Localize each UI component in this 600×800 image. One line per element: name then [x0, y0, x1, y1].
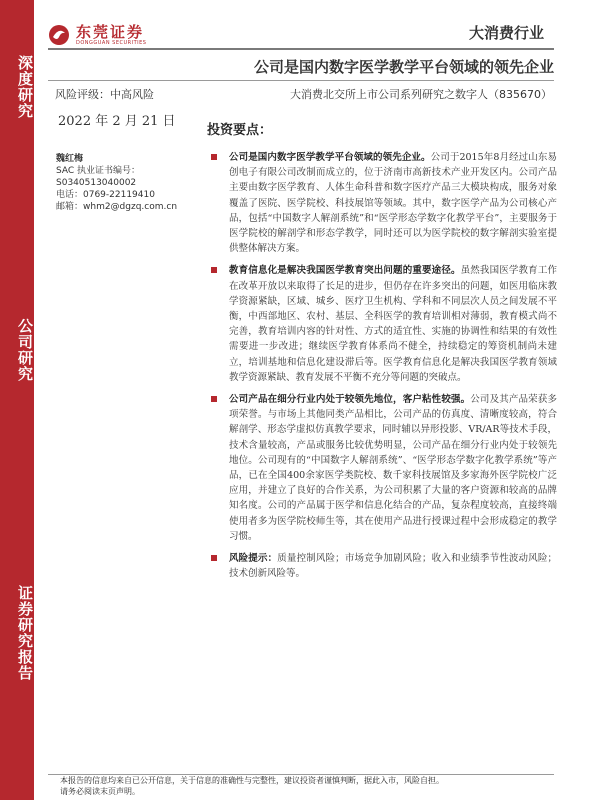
disclaimer-line: 本报告的信息均来自已公开信息，关于信息的准确性与完整性，建议投资者谨慎判断，据此入市，风险自担。	[60, 776, 444, 785]
point-lead: 公司产品在细分行业内处于较领先地位，客户粘性较强。	[229, 394, 471, 406]
logo-text-en: DONGGUAN SECURITIES	[76, 39, 147, 46]
risk-rating: 风险评级：中高风险	[55, 88, 154, 101]
author-name: 魏红梅	[56, 154, 84, 164]
investment-point	[203, 392, 557, 544]
sidebar	[0, 0, 34, 800]
author-email: 邮箱：whm2@dgzq.com.cn	[56, 202, 178, 212]
point-text: 虽然我国医学教育工作在改革开放以来取得了长足的进步，但仍存在许多突出的问题，如医用临床教学资源紧缺，区域、城乡、医疗卫生机构、学科和不同层次人员之间发展不平衡，中西部地区、农村、基层、全科医学的教育培训相对薄弱，教育模式尚不完善，教育培训内容的针对性、方式的适宜性、实施的协调性和结果的有效性需要进一步改进；继续医学教育体系尚不健全，持续稳定的筹资机制尚未建立，培训基地和信息化建设滞后等。医学教育信息化是解决我国医学教育领域教学资源紧缺、教育发展不平衡不充分等问题的突破点。	[229, 265, 557, 383]
point-text: 质量控制风险；市场竞争加剧风险；收入和业绩季节性波动风险；技术创新风险等。	[229, 553, 557, 580]
author-phone: 电话：0769-22119410	[56, 190, 155, 200]
sidebar-label-company-research: 公司研究	[16, 318, 34, 382]
risk-warning	[203, 551, 557, 581]
investment-point	[203, 263, 557, 385]
investment-points-list	[203, 150, 557, 588]
bullet-square-icon	[211, 396, 217, 402]
industry-label: 大消费行业	[468, 24, 544, 42]
header-divider	[48, 48, 554, 50]
dongguan-securities-logo-icon	[48, 24, 70, 46]
point-lead: 教育信息化是解决我国医学教育突出问题的重要途径。	[229, 265, 461, 277]
point-text: 公司于2015年8月经过山东易创电子有限公司改制而成立的，位于济南市高新技术产业开发区内。公司产品主要由数字医学教育、人体生命科普和数字医疗产品三大模块构成，服务对象覆盖了医院、医学院校、科技展馆等领域。其中，数字医学产品为公司核心产品，包括“中国数字人解剖系统”和“医学形态学数字化教学平台”，主要服务于医学院校的解剖学和形态学教学，同时还可以为医学院校的数字解剖实验室提供整体解决方案。	[229, 152, 557, 255]
bullet-square-icon	[211, 267, 217, 273]
report-series: 大消费北交所上市公司系列研究之数字人（835670）	[290, 88, 552, 101]
report-date: 2022 年 2 月 21 日	[58, 114, 176, 129]
point-text: 公司及其产品荣获多项荣誉。与市场上其他同类产品相比，公司产品的仿真度、清晰度较高，符合解剖学、形态学虚拟仿真教学要求，同时辅以异形投影、VR/AR等技术手段，技术含量较高，产品或服务比较优势明显，公司产品在细分行业内处于较领先地位。公司现有的“中国数字人解剖系统”、“医学形态学数字化教学系统”等产品，已在全国400余家医学类院校、数千家科技展馆及多家海外医学院校广泛应用，并建立了良好的合作关系，为公司积累了大量的客户资源和较高的品牌知名度。公司的产品属于医学和信息化结合的产品，复杂程度较高，直接终端使用者多为医学院校师生等，其在使用产品进行授课过程中会形成稳定的教学习惯。	[229, 394, 557, 542]
bullet-square-icon	[211, 154, 217, 160]
sidebar-label-depth-research: 深度研究	[16, 55, 34, 119]
point-lead: 公司是国内数字医学教学平台领域的领先企业。	[229, 152, 431, 163]
disclaimer-line: 请务必阅读末页声明。	[60, 787, 140, 796]
sac-number: S0340513040002	[56, 178, 137, 188]
sac-label: SAC 执业证书编号：	[56, 166, 141, 176]
disclaimer	[60, 775, 570, 797]
investment-point	[203, 150, 557, 256]
title-divider	[48, 80, 554, 81]
point-lead: 风险提示：	[229, 553, 278, 565]
logo	[48, 22, 146, 48]
investment-points-heading: 投资要点：	[207, 123, 273, 138]
sidebar-label-securities-report: 证券研究报告	[16, 585, 34, 681]
bullet-square-icon	[211, 555, 217, 561]
logo-text-cn: 东莞证券	[76, 22, 145, 41]
report-title: 公司是国内数字医学教学平台领域的领先企业	[253, 58, 554, 76]
author-info	[56, 153, 177, 213]
